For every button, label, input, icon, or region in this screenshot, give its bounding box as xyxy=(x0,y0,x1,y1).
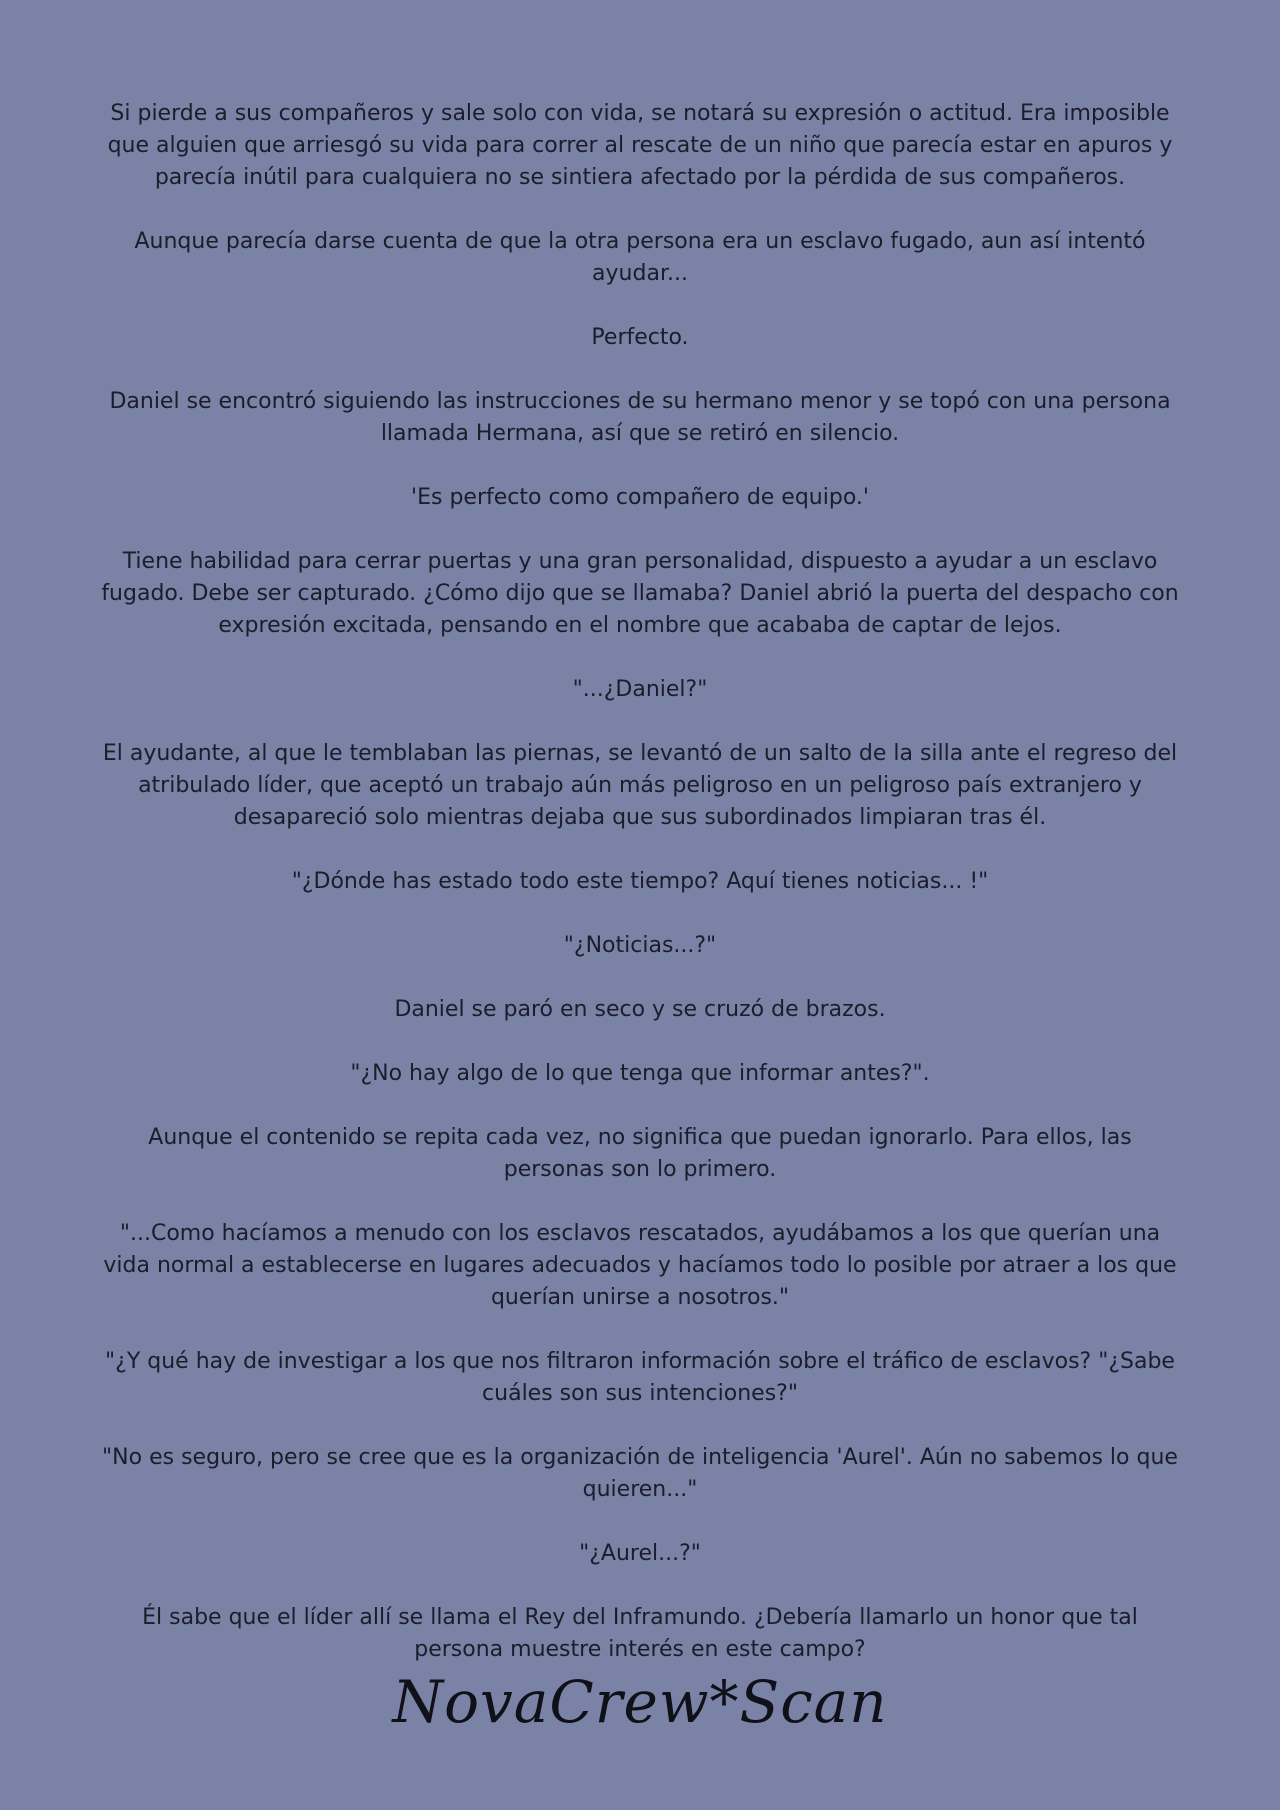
paragraph-5: 'Es perfecto como compañero de equipo.' xyxy=(411,485,869,510)
paragraph-15: "¿Y qué hay de investigar a los que nos filtraron información sobre el tráfico de esclavos? "¿Sabe cuáles son sus intenciones?" xyxy=(105,1349,1175,1406)
paragraph-18: Él sabe que el líder allí se llama el Rey del Inframundo. ¿Debería llamarlo un honor que tal persona muestre interés en este campo? xyxy=(142,1605,1138,1662)
paragraph-3: Perfecto. xyxy=(591,325,689,350)
paragraph-2: Aunque parecía darse cuenta de que la otra persona era un esclavo fugado, aun así intentó ayudar... xyxy=(134,229,1146,286)
signature-text: NovaCrew*Scan xyxy=(392,1668,888,1736)
paragraph-11: Daniel se paró en seco y se cruzó de brazos. xyxy=(394,997,886,1022)
paragraph-7: "...¿Daniel?" xyxy=(572,677,708,702)
paragraph-17: "¿Aurel...?" xyxy=(579,1541,701,1566)
paragraph-9: "¿Dónde has estado todo este tiempo? Aquí tienes noticias... !" xyxy=(291,869,989,894)
paragraph-4: Daniel se encontró siguiendo las instrucciones de su hermano menor y se topó con una persona llamada Hermana, así que se retiró en silencio. xyxy=(109,389,1171,446)
paragraph-1: Si pierde a sus compañeros y sale solo con vida, se notará su expresión o actitud. Era imposible que alguien que arriesgó su vida para correr al rescate de un niño que parecía estar en apuros y parecía inútil para cualquiera no se sintiera afectado por la pérdida de sus compañeros. xyxy=(107,101,1173,190)
signature-logo xyxy=(0,1660,1280,1750)
story-text xyxy=(100,98,1180,1698)
paragraph-14: "...Como hacíamos a menudo con los esclavos rescatados, ayudábamos a los que querían una vida normal a establecerse en lugares adecuados y hacíamos todo lo posible por atraer a los que querían unirse a nosotros." xyxy=(103,1221,1177,1310)
paragraph-12: "¿No hay algo de lo que tenga que informar antes?". xyxy=(350,1061,930,1086)
paragraph-10: "¿Noticias...?" xyxy=(563,933,717,958)
paragraph-6: Tiene habilidad para cerrar puertas y una gran personalidad, dispuesto a ayudar a un esclavo fugado. Debe ser capturado. ¿Cómo dijo que se llamaba? Daniel abrió la puerta del despacho con expresión excitada, pensando en el nombre que acababa de captar de lejos. xyxy=(101,549,1179,638)
paragraph-16: "No es seguro, pero se cree que es la organización de inteligencia 'Aurel'. Aún no sabemos lo que quieren..." xyxy=(102,1445,1178,1502)
paragraph-8: El ayudante, al que le temblaban las piernas, se levantó de un salto de la silla ante el regreso del atribulado líder, que aceptó un trabajo aún más peligroso en un peligroso país extranjero y desapareció solo mientras dejaba que sus subordinados limpiaran tras él. xyxy=(102,741,1178,830)
paragraph-13: Aunque el contenido se repita cada vez, no significa que puedan ignorarlo. Para ellos, las personas son lo primero. xyxy=(148,1125,1132,1182)
scanlation-signature xyxy=(0,1660,1280,1750)
